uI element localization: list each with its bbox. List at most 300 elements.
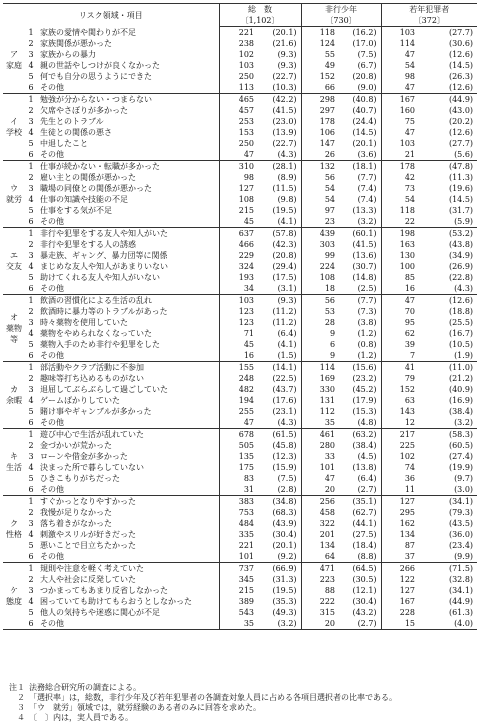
item-text: その他 [37,283,219,295]
item-text: 中退したこと [40,139,88,148]
young-percent: (40.9) [448,385,474,394]
young-percent: (3.2) [415,417,477,429]
young-percent: (61.3) [448,608,474,617]
young-count: 143 [381,406,415,417]
juvenile-percent: (3.8) [357,318,377,327]
juvenile-percent: (64.5) [352,564,377,573]
young-count: 162 [381,518,415,529]
juvenile-count: 66 [301,82,335,94]
young-percent: (5.9) [415,216,477,228]
table-row [3,172,477,183]
juvenile-percent: (23.2) [352,374,377,383]
juvenile-count: 49 [301,60,335,71]
young-percent: (23.4) [448,541,474,550]
item-number: 6 [25,283,37,295]
juvenile-count: 322 [301,518,335,529]
total-percent: (41.5) [272,106,297,115]
total-percent: (10.3) [254,82,301,94]
item-text: 賭け事やギャンブルが多かった [40,407,152,416]
item-number: 5 [28,407,34,416]
item-number: 5 [28,541,34,550]
total-count: 123 [219,317,254,328]
item-number: 5 [28,206,34,215]
total-count: 253 [219,116,254,127]
item-text: 家族の愛情や関わりが不足 [40,27,136,37]
notes [3,683,477,723]
young-percent: (4.3) [415,283,477,295]
note [3,683,477,693]
total-percent: (14.1) [272,363,297,372]
total-percent: (9.8) [277,195,297,204]
header-total-n: 〔1,102〕 [219,15,301,27]
item-number: 6 [25,350,37,362]
item-text: ゲームばかりしていた [40,396,120,405]
header-juvenile-n: 〔730〕 [301,15,381,27]
total-percent: (23.0) [272,117,297,126]
young-percent: (1.9) [415,350,477,362]
young-count: 47 [381,127,415,138]
table-row [3,205,477,216]
table-row [3,194,477,205]
item-text: 悪いことで目立ちたかった [40,541,136,550]
young-count: 22 [381,216,415,228]
juvenile-percent: (7.5) [357,50,377,59]
juvenile-percent: (12.1) [352,586,377,595]
juvenile-count: 169 [301,373,335,384]
young-count: 63 [381,395,415,406]
young-count: 266 [381,563,415,575]
item-text: ローンや借金が多かった [40,452,128,461]
total-percent: (43.7) [272,385,297,394]
young-count: 73 [381,183,415,194]
total-count: 248 [219,373,254,384]
item-number: 2 [28,374,34,383]
young-percent: (27.4) [448,452,474,461]
juvenile-count: 20 [301,618,335,630]
total-count: 221 [219,540,254,551]
young-count: 7 [381,350,415,362]
juvenile-count: 9 [301,350,335,362]
item-number: 3 [28,117,34,126]
item-text: 困っていても助けてもらおうとしなかった [40,597,192,606]
young-percent: (14.5) [448,61,474,70]
juvenile-count: 118 [301,27,335,39]
juvenile-percent: (2.5) [335,283,381,295]
total-percent: (43.9) [272,519,297,528]
juvenile-percent: (7.4) [357,195,377,204]
juvenile-count: 471 [301,563,335,575]
juvenile-count: 458 [301,507,335,518]
total-count: 101 [219,551,254,563]
item-number: 4 [28,530,34,539]
juvenile-count: 35 [301,417,335,429]
table-row [3,295,477,307]
juvenile-percent: (38.4) [352,441,377,450]
note [3,713,477,723]
total-percent: (11.2) [272,307,297,316]
item-text: すぐかっとなりやすかった [40,497,136,506]
young-count: 118 [381,205,415,216]
item-number: 1 [28,229,34,238]
total-count: 155 [219,362,254,374]
total-count: 83 [219,473,254,484]
item-number: 1 [28,296,34,305]
category-label: ク 性格 [3,496,25,563]
item-number: 4 [28,597,34,606]
total-count: 310 [219,161,254,173]
juvenile-count: 106 [301,127,335,138]
juvenile-percent: (20.8) [352,72,377,81]
total-percent: (19.5) [272,586,297,595]
juvenile-percent: (44.1) [352,519,377,528]
young-count: 114 [381,38,415,49]
total-percent: (61.5) [272,430,297,439]
young-count: 74 [381,462,415,473]
juvenile-percent: (30.4) [352,597,377,606]
young-count: 62 [381,328,415,339]
young-percent: (27.7) [448,28,474,37]
total-count: 47 [219,149,254,161]
juvenile-count: 147 [301,138,335,149]
young-count: 75 [381,116,415,127]
total-percent: (68.3) [272,508,297,517]
note [3,703,477,713]
table-row [3,138,477,149]
item-text: まじめな友人や知人があまりいない [40,262,168,271]
juvenile-count: 178 [301,116,335,127]
header-young-n: 〔372〕 [381,15,477,27]
table-row [3,518,477,529]
note-label: ２ [17,693,25,702]
total-count: 215 [219,205,254,216]
item-text: 落ち着きがなかった [40,519,112,528]
total-count: 71 [219,328,254,339]
young-count: 54 [381,194,415,205]
table-row [3,306,477,317]
item-number: 5 [28,474,34,483]
table-row [3,27,477,39]
table-row [3,585,477,596]
total-percent: (9.3) [277,296,297,305]
total-percent: (20.1) [272,541,297,550]
juvenile-count: 26 [301,149,335,161]
total-percent: (31.3) [272,575,297,584]
total-percent: (35.3) [272,597,297,606]
item-text: 暴走族、ギャング、暴力団等に関係 [40,251,168,260]
young-count: 21 [381,149,415,161]
juvenile-count: 280 [301,440,335,451]
juvenile-count: 152 [301,71,335,82]
juvenile-percent: (14.5) [352,128,377,137]
total-percent: (4.3) [254,417,301,429]
item-text: 先生とのトラブル [40,117,104,126]
total-count: 250 [219,138,254,149]
juvenile-count: 33 [301,451,335,462]
young-percent: (19.9) [448,463,474,472]
category-label: キ 生活 [3,429,25,496]
item-number: 3 [28,452,34,461]
table-row [3,317,477,328]
item-text: 生徒との関係の悪さ [40,128,112,137]
item-number: 4 [28,128,34,137]
young-count: 79 [381,373,415,384]
juvenile-count: 55 [301,49,335,60]
table-row [3,127,477,138]
total-percent: (19.5) [272,206,297,215]
header-total: 総 数 [219,4,301,16]
category-label: ウ 就労 [3,161,25,228]
juvenile-count: 134 [301,540,335,551]
total-count: 98 [219,172,254,183]
total-count: 255 [219,406,254,417]
juvenile-percent: (27.5) [352,530,377,539]
item-text: 刺激やスリルが好きだった [40,530,136,539]
total-percent: (6.4) [277,329,297,338]
total-count: 389 [219,596,254,607]
total-count: 737 [219,563,254,575]
item-text: 規則や注意を軽く考えていた [40,564,144,573]
table-row [3,272,477,283]
juvenile-percent: (40.7) [352,106,377,115]
juvenile-count: 132 [301,161,335,173]
item-number: 6 [25,216,37,228]
juvenile-percent: (16.2) [352,28,377,37]
item-number: 4 [28,195,34,204]
total-count: 113 [219,82,254,94]
item-text: 勉強が分からない・つまらない [40,95,152,104]
table-row [3,82,477,94]
total-count: 457 [219,105,254,116]
young-count: 41 [381,362,415,374]
young-count: 47 [381,49,415,60]
category-label: ケ 態度 [3,563,25,630]
item-text: 欠席やさぼりが多かった [40,106,128,115]
total-percent: (3.1) [254,283,301,295]
category-label: イ 学校 [3,94,25,161]
juvenile-count: 315 [301,607,335,618]
table-row [3,71,477,82]
total-percent: (7.5) [277,474,297,483]
item-number: 1 [28,27,34,37]
young-count: 127 [381,585,415,596]
juvenile-percent: (3.6) [335,149,381,161]
young-percent: (60.5) [448,441,474,450]
total-count: 103 [219,60,254,71]
total-count: 31 [219,484,254,496]
juvenile-count: 298 [301,94,335,106]
total-count: 194 [219,395,254,406]
juvenile-percent: (30.7) [352,262,377,271]
item-number: 1 [28,162,34,171]
item-number: 4 [28,329,34,338]
juvenile-percent: (4.8) [335,417,381,429]
item-text: 家族からの暴力 [40,50,96,59]
juvenile-count: 330 [301,384,335,395]
young-count: 11 [381,484,415,496]
young-count: 163 [381,239,415,250]
young-count: 42 [381,172,415,183]
category-label: カ 余暇 [3,362,25,429]
juvenile-percent: (2.7) [335,618,381,630]
item-text: 仕事が続かない・転職が多かった [40,162,160,171]
table-row [3,250,477,261]
item-text: 決まった所で暮らしていない [40,463,144,472]
juvenile-count: 56 [301,295,335,307]
young-percent: (16.9) [448,396,474,405]
juvenile-count: 223 [301,574,335,585]
young-percent: (12.6) [448,50,474,59]
young-count: 295 [381,507,415,518]
juvenile-count: 99 [301,250,335,261]
category-label: オ 薬物等 [3,295,25,362]
young-percent: (53.2) [448,229,474,238]
juvenile-percent: (45.2) [352,385,377,394]
item-text: 親の世話やしつけが良くなかった [40,61,160,70]
item-number: 4 [28,463,34,472]
total-percent: (20.8) [272,251,297,260]
header-juvenile: 非行少年 [301,4,381,16]
category-label: エ 交友 [3,228,25,295]
young-percent: (79.3) [448,508,474,517]
young-count: 127 [381,496,415,508]
juvenile-percent: (7.7) [357,296,377,305]
item-number: 5 [28,139,34,148]
juvenile-count: 101 [301,462,335,473]
young-percent: (12.6) [448,128,474,137]
item-number: 4 [28,396,34,405]
total-count: 482 [219,384,254,395]
item-number: 1 [28,363,34,372]
juvenile-percent: (7.3) [357,307,377,316]
table-row [3,49,477,60]
total-percent: (9.3) [277,50,297,59]
juvenile-percent: (0.8) [357,340,377,349]
table-row [3,406,477,417]
total-percent: (13.9) [272,128,297,137]
juvenile-count: 53 [301,306,335,317]
table-row [3,473,477,484]
item-number: 4 [28,262,34,271]
table-row [3,507,477,518]
juvenile-count: 256 [301,496,335,508]
note-label: 注１ [9,683,25,692]
juvenile-count: 9 [301,328,335,339]
item-text: 飲酒時に暴力等のトラブルがあった [40,307,168,316]
total-percent: (9.2) [254,551,301,563]
table-row [3,339,477,350]
item-text: 家族関係が悪かった [40,39,112,48]
table-row [3,350,477,362]
table-row [3,161,477,173]
juvenile-count: 64 [301,551,335,563]
item-number: 1 [28,564,34,573]
total-percent: (4.1) [277,340,297,349]
table-row [3,451,477,462]
total-count: 466 [219,239,254,250]
total-percent: (17.6) [272,396,297,405]
young-count: 122 [381,574,415,585]
young-count: 178 [381,161,415,173]
young-percent: (30.6) [448,39,474,48]
total-count: 543 [219,607,254,618]
total-count: 637 [219,228,254,240]
table-row [3,596,477,607]
table-row [3,563,477,575]
total-count: 35 [219,618,254,630]
young-percent: (34.1) [448,586,474,595]
juvenile-percent: (15.3) [352,407,377,416]
total-count: 47 [219,417,254,429]
item-text: 趣味等打ち込めるものがない [40,374,144,383]
young-count: 47 [381,295,415,307]
juvenile-percent: (60.1) [352,229,377,238]
young-percent: (44.9) [448,597,474,606]
item-text: 仕事をする気が不足 [40,206,112,215]
total-percent: (29.4) [272,262,297,271]
young-percent: (47.8) [448,162,474,171]
young-percent: (18.8) [448,307,474,316]
total-percent: (4.3) [254,149,301,161]
juvenile-percent: (7.7) [357,173,377,182]
young-count: 130 [381,250,415,261]
item-number: 2 [28,240,34,249]
young-count: 36 [381,473,415,484]
item-number: 5 [28,340,34,349]
item-number: 1 [28,95,34,104]
total-percent: (3.2) [254,618,301,630]
item-text: その他 [37,551,219,563]
table-row [3,183,477,194]
juvenile-percent: (9.0) [335,82,381,94]
total-percent: (23.1) [272,407,297,416]
note-text: 法務総合研究所の調査による。 [29,683,141,692]
juvenile-count: 28 [301,317,335,328]
total-count: 102 [219,49,254,60]
young-count: 15 [381,618,415,630]
total-count: 678 [219,429,254,441]
total-percent: (20.1) [272,28,297,37]
young-percent: (10.5) [448,340,474,349]
young-count: 37 [381,551,415,563]
item-number: 5 [28,608,34,617]
juvenile-percent: (35.1) [352,497,377,506]
table-row [3,216,477,228]
juvenile-percent: (30.5) [352,575,377,584]
item-number: 2 [28,441,34,450]
note-text: 〔 〕内は，実人員である。 [29,713,133,722]
juvenile-percent: (17.9) [352,396,377,405]
juvenile-count: 131 [301,395,335,406]
total-count: 135 [219,451,254,462]
juvenile-percent: (43.2) [352,608,377,617]
item-text: 時々薬物を使用していた [40,318,128,327]
young-count: 102 [381,451,415,462]
young-percent: (26.3) [448,72,474,81]
juvenile-percent: (1.2) [357,329,377,338]
total-count: 345 [219,574,254,585]
total-count: 238 [219,38,254,49]
header-young: 若年犯罪者 [381,4,477,16]
total-percent: (17.5) [272,273,297,282]
juvenile-percent: (13.8) [352,463,377,472]
young-percent: (31.7) [448,206,474,215]
young-count: 217 [381,429,415,441]
young-count: 152 [381,384,415,395]
item-text: 薬物入手のため非行や犯罪をした [40,340,160,349]
juvenile-count: 114 [301,362,335,374]
item-text: 雇い主との関係が悪かった [40,173,136,182]
young-percent: (9.9) [415,551,477,563]
